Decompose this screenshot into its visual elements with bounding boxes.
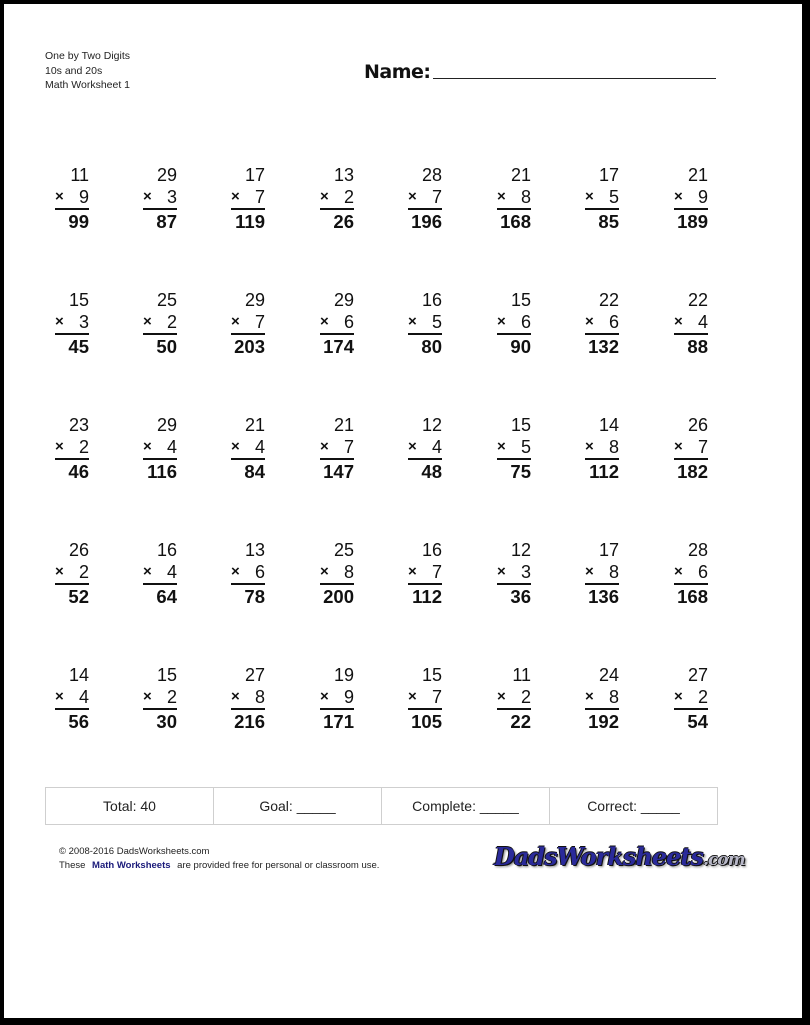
stat-goal: Goal: _____ — [214, 788, 382, 824]
product-answer: 54 — [687, 711, 708, 732]
multiply-sign-icon: × — [408, 688, 417, 705]
multiplier: 8 — [608, 687, 619, 707]
multiplier: 7 — [431, 562, 442, 582]
product-answer: 52 — [68, 586, 89, 607]
multiply-sign-icon: × — [231, 438, 240, 455]
problem-row — [4, 664, 802, 754]
multiply-sign-icon: × — [320, 563, 329, 580]
problem — [231, 414, 265, 484]
problem — [585, 414, 619, 484]
multiplier-line — [674, 561, 708, 585]
multiplier-line — [55, 311, 89, 335]
problem — [143, 539, 177, 609]
multiply-sign-icon: × — [674, 563, 683, 580]
multiplicand: 27 — [244, 665, 265, 685]
problem — [674, 164, 708, 234]
multiplicand: 17 — [598, 540, 619, 560]
multiplicand: 28 — [687, 540, 708, 560]
multiply-sign-icon: × — [408, 313, 417, 330]
multiplier: 9 — [697, 187, 708, 207]
multiply-sign-icon: × — [497, 313, 506, 330]
product-answer: 174 — [323, 336, 354, 357]
multiplicand: 22 — [687, 290, 708, 310]
multiplicand: 16 — [421, 290, 442, 310]
multiplier-line — [55, 561, 89, 585]
multiply-sign-icon: × — [231, 688, 240, 705]
multiply-sign-icon: × — [408, 438, 417, 455]
multiply-sign-icon: × — [497, 563, 506, 580]
multiplier: 7 — [254, 187, 265, 207]
problem — [674, 414, 708, 484]
multiply-sign-icon: × — [674, 188, 683, 205]
stat-complete: Complete: _____ — [382, 788, 550, 824]
multiply-sign-icon: × — [497, 438, 506, 455]
multiply-sign-icon: × — [674, 438, 683, 455]
product-answer: 182 — [677, 461, 708, 482]
problem-row — [4, 539, 802, 629]
multiply-sign-icon: × — [585, 438, 594, 455]
multiplier-line — [231, 436, 265, 460]
multiplicand: 17 — [244, 165, 265, 185]
problem — [231, 289, 265, 359]
product-answer: 48 — [421, 461, 442, 482]
product-answer: 64 — [156, 586, 177, 607]
problem — [408, 664, 442, 734]
multiplier-line — [320, 686, 354, 710]
multiplier-line — [497, 311, 531, 335]
multiplier-line — [143, 686, 177, 710]
multiplier-line — [143, 561, 177, 585]
product-answer: 136 — [588, 586, 619, 607]
multiplier-line — [231, 186, 265, 210]
problem — [55, 664, 89, 734]
multiplier: 8 — [608, 437, 619, 457]
multiplier-line — [674, 311, 708, 335]
worksheet-range: 10s and 20s — [45, 64, 103, 77]
multiplier-line — [497, 561, 531, 585]
problem — [497, 289, 531, 359]
multiplicand: 19 — [333, 665, 354, 685]
product-answer: 87 — [156, 211, 177, 232]
multiplier-line — [497, 686, 531, 710]
stat-total: Total: 40 — [46, 788, 214, 824]
problem — [497, 414, 531, 484]
problem — [143, 164, 177, 234]
multiplier: 7 — [431, 687, 442, 707]
multiplier: 2 — [78, 562, 89, 582]
multiplicand: 14 — [68, 665, 89, 685]
name-blank-line[interactable] — [433, 77, 716, 79]
multiplier: 8 — [520, 187, 531, 207]
name-label: Name: — [364, 61, 431, 83]
multiply-sign-icon: × — [497, 688, 506, 705]
multiplicand: 25 — [333, 540, 354, 560]
problem — [408, 414, 442, 484]
problem — [674, 289, 708, 359]
multiplier: 4 — [78, 687, 89, 707]
problem — [55, 289, 89, 359]
multiplicand: 13 — [244, 540, 265, 560]
product-answer: 45 — [68, 336, 89, 357]
multiply-sign-icon: × — [408, 188, 417, 205]
multiplier: 3 — [78, 312, 89, 332]
multiply-sign-icon: × — [585, 313, 594, 330]
multiplicand: 15 — [421, 665, 442, 685]
worksheet-subtitle: One by Two Digits — [45, 50, 131, 62]
product-answer: 26 — [333, 211, 354, 232]
multiplier: 7 — [431, 187, 442, 207]
multiplicand: 16 — [156, 540, 177, 560]
multiply-sign-icon: × — [143, 313, 152, 330]
multiplier-line — [143, 186, 177, 210]
multiplicand: 22 — [598, 290, 619, 310]
multiplier-line — [231, 311, 265, 335]
multiply-sign-icon: × — [320, 438, 329, 455]
product-answer: 105 — [411, 711, 442, 732]
multiplier: 6 — [520, 312, 531, 332]
multiplier: 4 — [254, 437, 265, 457]
multiplicand: 25 — [156, 290, 177, 310]
problem — [143, 664, 177, 734]
multiplier: 9 — [343, 687, 354, 707]
multiplier-line — [408, 186, 442, 210]
product-answer: 84 — [244, 461, 265, 482]
multiplier: 2 — [166, 312, 177, 332]
problem-row — [4, 414, 802, 504]
math-worksheets-link[interactable]: Math Worksheets — [92, 860, 171, 871]
product-answer: 75 — [510, 461, 531, 482]
multiply-sign-icon: × — [143, 188, 152, 205]
multiplier: 6 — [697, 562, 708, 582]
problem — [674, 664, 708, 734]
multiplier: 4 — [697, 312, 708, 332]
multiplier: 2 — [78, 437, 89, 457]
worksheet-info — [45, 49, 130, 93]
product-answer: 56 — [68, 711, 89, 732]
multiply-sign-icon: × — [143, 688, 152, 705]
multiply-sign-icon: × — [143, 563, 152, 580]
multiply-sign-icon: × — [55, 313, 64, 330]
product-answer: 46 — [68, 461, 89, 482]
product-answer: 147 — [323, 461, 354, 482]
multiplier: 8 — [608, 562, 619, 582]
multiply-sign-icon: × — [55, 188, 64, 205]
product-answer: 119 — [235, 211, 265, 232]
name-field[interactable] — [364, 61, 716, 83]
multiply-sign-icon: × — [55, 688, 64, 705]
multiplier-line — [231, 686, 265, 710]
multiply-sign-icon: × — [320, 188, 329, 205]
multiplier: 6 — [608, 312, 619, 332]
product-answer: 112 — [412, 586, 442, 607]
multiplier: 4 — [166, 437, 177, 457]
footer — [59, 845, 379, 873]
footer-note: These Math Worksheets are provided free for personal or classroom use. — [59, 860, 380, 871]
multiplier-line — [674, 436, 708, 460]
multiplier-line — [674, 686, 708, 710]
product-answer: 116 — [147, 461, 177, 482]
multiplicand: 29 — [156, 415, 177, 435]
multiplier-line — [497, 186, 531, 210]
problem — [408, 539, 442, 609]
multiplier-line — [143, 311, 177, 335]
problem — [320, 539, 354, 609]
multiply-sign-icon: × — [585, 188, 594, 205]
problem — [497, 164, 531, 234]
multiplicand: 21 — [687, 165, 708, 185]
product-answer: 132 — [588, 336, 619, 357]
problem — [320, 664, 354, 734]
multiplier-line — [585, 686, 619, 710]
product-answer: 203 — [234, 336, 265, 357]
multiplier-line — [231, 561, 265, 585]
multiplier: 2 — [166, 687, 177, 707]
multiply-sign-icon: × — [674, 313, 683, 330]
multiplier-line — [55, 686, 89, 710]
worksheet-title: Math Worksheet 1 — [45, 79, 131, 91]
multiplier-line — [585, 186, 619, 210]
multiplier-line — [408, 686, 442, 710]
multiplier: 7 — [697, 437, 708, 457]
multiplicand: 21 — [244, 415, 265, 435]
product-answer: 36 — [510, 586, 531, 607]
multiplicand: 15 — [68, 290, 89, 310]
worksheet-page — [4, 4, 802, 1018]
problem — [585, 664, 619, 734]
multiply-sign-icon: × — [231, 313, 240, 330]
multiplier: 2 — [697, 687, 708, 707]
multiplier-line — [320, 436, 354, 460]
stats-bar — [45, 787, 718, 825]
multiplier: 2 — [520, 687, 531, 707]
product-answer: 88 — [687, 336, 708, 357]
product-answer: 85 — [598, 211, 619, 232]
multiplier: 8 — [254, 687, 265, 707]
multiply-sign-icon: × — [585, 563, 594, 580]
multiplicand: 23 — [68, 415, 89, 435]
copyright: © 2008-2016 DadsWorksheets.com — [59, 846, 210, 857]
multiplicand: 16 — [421, 540, 442, 560]
problem-row — [4, 164, 802, 254]
multiply-sign-icon: × — [320, 313, 329, 330]
multiplicand: 13 — [333, 165, 354, 185]
multiplier-line — [674, 186, 708, 210]
multiplicand: 15 — [510, 415, 531, 435]
problem — [231, 664, 265, 734]
problem — [497, 664, 531, 734]
multiply-sign-icon: × — [408, 563, 417, 580]
product-answer: 192 — [588, 711, 619, 732]
multiplier: 5 — [431, 312, 442, 332]
multiplicand: 11 — [70, 165, 89, 185]
product-answer: 171 — [323, 711, 354, 732]
product-answer: 80 — [421, 336, 442, 357]
product-answer: 99 — [68, 211, 89, 232]
multiplier: 3 — [166, 187, 177, 207]
multiplicand: 15 — [156, 665, 177, 685]
problem — [320, 289, 354, 359]
multiplicand: 17 — [598, 165, 619, 185]
multiplier: 5 — [608, 187, 619, 207]
multiplier: 3 — [520, 562, 531, 582]
multiplier-line — [55, 186, 89, 210]
multiplier-line — [320, 311, 354, 335]
multiplicand: 12 — [421, 415, 442, 435]
multiplicand: 29 — [244, 290, 265, 310]
multiply-sign-icon: × — [497, 188, 506, 205]
multiplicand: 27 — [687, 665, 708, 685]
multiplier: 6 — [254, 562, 265, 582]
multiplicand: 21 — [333, 415, 354, 435]
multiplier-line — [585, 436, 619, 460]
multiplier: 2 — [343, 187, 354, 207]
multiplier-line — [585, 561, 619, 585]
multiplier-line — [585, 311, 619, 335]
multiplicand: 24 — [598, 665, 619, 685]
problem — [585, 164, 619, 234]
multiply-sign-icon: × — [55, 438, 64, 455]
multiplicand: 29 — [156, 165, 177, 185]
problem — [55, 164, 89, 234]
multiply-sign-icon: × — [585, 688, 594, 705]
multiplier-line — [320, 186, 354, 210]
product-answer: 200 — [323, 586, 354, 607]
product-answer: 50 — [156, 336, 177, 357]
multiplier: 5 — [520, 437, 531, 457]
multiplier-line — [408, 561, 442, 585]
product-answer: 22 — [510, 711, 531, 732]
product-answer: 112 — [589, 461, 619, 482]
stat-correct: Correct: _____ — [587, 798, 680, 814]
multiply-sign-icon: × — [231, 188, 240, 205]
multiplier: 8 — [343, 562, 354, 582]
multiplier: 7 — [254, 312, 265, 332]
product-answer: 189 — [677, 211, 708, 232]
problem — [143, 289, 177, 359]
problem — [408, 289, 442, 359]
multiplicand: 29 — [333, 290, 354, 310]
multiplier-line — [497, 436, 531, 460]
product-answer: 78 — [244, 586, 265, 607]
multiplicand: 12 — [510, 540, 531, 560]
multiplicand: 14 — [598, 415, 619, 435]
product-answer: 90 — [510, 336, 531, 357]
problem — [585, 289, 619, 359]
multiplicand: 15 — [510, 290, 531, 310]
product-answer: 196 — [411, 211, 442, 232]
multiplier: 4 — [166, 562, 177, 582]
multiplier-line — [320, 561, 354, 585]
problem — [55, 414, 89, 484]
multiply-sign-icon: × — [55, 563, 64, 580]
multiplicand: 26 — [687, 415, 708, 435]
multiplier-line — [408, 311, 442, 335]
problem — [320, 164, 354, 234]
problem — [497, 539, 531, 609]
multiplicand: 11 — [512, 665, 531, 685]
problem — [55, 539, 89, 609]
multiplier: 4 — [431, 437, 442, 457]
problem — [143, 414, 177, 484]
problem — [674, 539, 708, 609]
multiplier-line — [408, 436, 442, 460]
problem — [585, 539, 619, 609]
product-answer: 168 — [677, 586, 708, 607]
multiply-sign-icon: × — [231, 563, 240, 580]
product-answer: 30 — [156, 711, 177, 732]
multiplicand: 26 — [68, 540, 89, 560]
multiplier-line — [143, 436, 177, 460]
multiply-sign-icon: × — [320, 688, 329, 705]
product-answer: 216 — [234, 711, 265, 732]
multiply-sign-icon: × — [143, 438, 152, 455]
multiplier: 9 — [78, 187, 89, 207]
multiply-sign-icon: × — [674, 688, 683, 705]
problem — [408, 164, 442, 234]
product-answer: 168 — [500, 211, 531, 232]
multiplier: 7 — [343, 437, 354, 457]
dadsworksheets-logo[interactable]: DadsWorksheets.com — [494, 842, 745, 871]
problem — [320, 414, 354, 484]
multiplicand: 21 — [510, 165, 531, 185]
multiplier: 6 — [343, 312, 354, 332]
problem — [231, 164, 265, 234]
problem — [231, 539, 265, 609]
multiplicand: 28 — [421, 165, 442, 185]
multiplier-line — [55, 436, 89, 460]
problem-row — [4, 289, 802, 379]
